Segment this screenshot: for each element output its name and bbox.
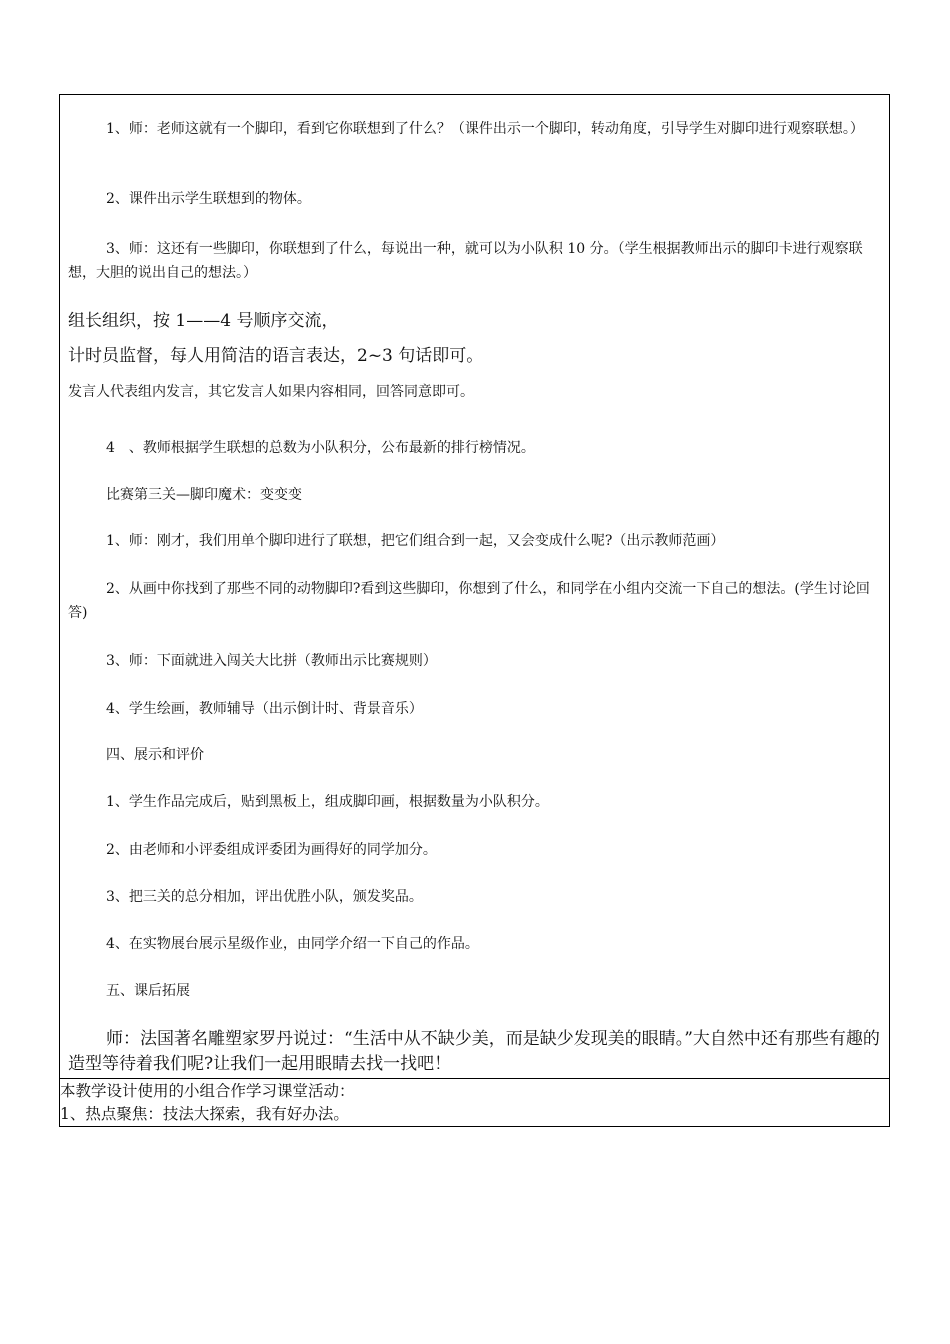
paragraph-eval-3: 3、把三关的总分相加，评出优胜小队，颁发奖品。 xyxy=(106,889,423,905)
paragraph-step2: 2、课件出示学生联想到的物体。 xyxy=(106,191,311,207)
activity-summary-item-1: 1、热点聚焦：技法大探索，我有好办法。 xyxy=(60,1105,349,1123)
section-heading-4: 四、展示和评价 xyxy=(106,747,204,763)
paragraph-step1: 1、师：老师这就有一个脚印，看到它你联想到了什么？（课件出示一个脚印，转动角度，引导学生对脚印进行观察联想。） xyxy=(106,121,864,137)
lesson-table xyxy=(59,94,890,1127)
paragraph-eval-4: 4、在实物展台展示星级作业，由同学介绍一下自己的作品。 xyxy=(106,936,479,952)
paragraph-round3-step4: 4、学生绘画，教师辅导（出示倒计时、背景音乐） xyxy=(106,701,423,717)
paragraph-round3-step2: 2、从画中你找到了那些不同的动物脚印?看到这些脚印，你想到了什么，和同学在小组内交流一下自己的想法。(学生讨论回答) xyxy=(68,581,870,621)
paragraph-eval-1: 1、学生作品完成后，贴到黑板上，组成脚印画，根据数量为小队积分。 xyxy=(106,794,549,810)
activity-summary-title: 本教学设计使用的小组合作学习课堂活动： xyxy=(60,1082,355,1100)
paragraph-step4: 4 、教师根据学生联想的总数为小队积分，公布最新的排行榜情况。 xyxy=(106,440,535,456)
paragraph-timekeeper: 计时员监督，每人用简洁的语言表达，2~3 句话即可。 xyxy=(68,346,484,366)
section-heading-5: 五、课后拓展 xyxy=(106,983,190,999)
paragraph-closing: 师：法国著名雕塑家罗丹说过：“生活中从不缺少美，而是缺少发现美的眼睛。”大自然中还有那些有趣的造型等待着我们呢?让我们一起用眼睛去找一找吧！ xyxy=(68,1029,880,1074)
paragraph-speaker: 发言人代表组内发言，其它发言人如果内容相同，回答同意即可。 xyxy=(68,384,474,400)
paragraph-round3-step3: 3、师：下面就进入闯关大比拼（教师出示比赛规则） xyxy=(106,653,437,669)
paragraph-step3: 3、师：这还有一些脚印，你联想到了什么，每说出一种，就可以为小队积 10 分。（学生根据教师出示的脚印卡进行观察联想，大胆的说出自己的想法。） xyxy=(68,241,863,281)
paragraph-round3-title: 比赛第三关—脚印魔术：变变变 xyxy=(106,487,302,503)
paragraph-group-leader: 组长组织，按 1——4 号顺序交流， xyxy=(68,311,339,331)
paragraph-round3-step1: 1、师：刚才，我们用单个脚印进行了联想，把它们组合到一起，又会变成什么呢?（出示教师范画） xyxy=(106,533,725,549)
paragraph-eval-2: 2、由老师和小评委组成评委团为画得好的同学加分。 xyxy=(106,842,437,858)
